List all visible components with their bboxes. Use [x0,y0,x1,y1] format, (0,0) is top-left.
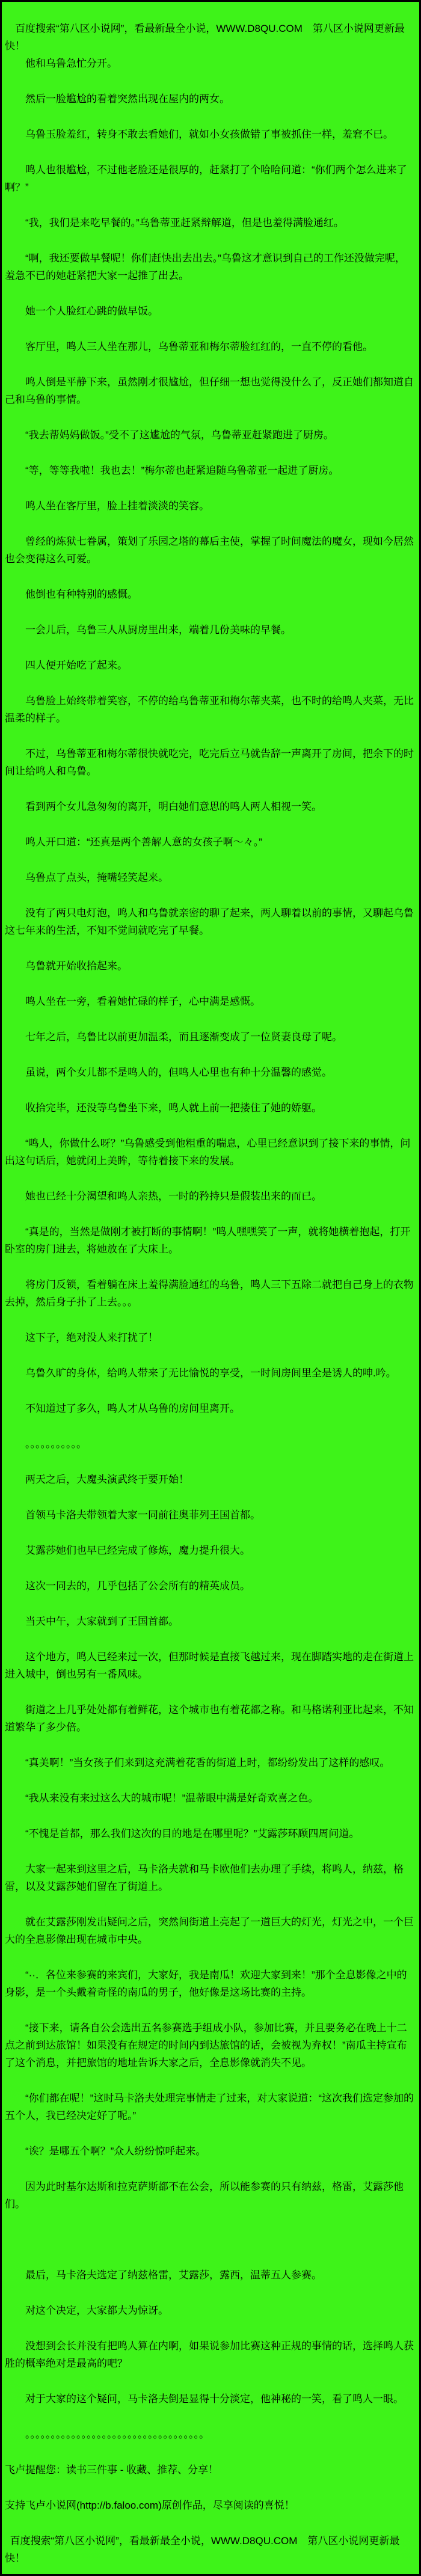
novel-paragraph: 乌鲁点了点头，掩嘴轻笑起来。 [25,872,168,883]
novel-paragraph: 客厅里，鸣人三人坐在那儿，乌鲁蒂亚和梅尔蒂脸红红的，一直不停的看他。 [25,341,373,352]
novel-paragraph: 就在艾露莎刚发出疑问之后，突然间街道上亮起了一道巨大的灯光，灯光之中，一个巨大的全息影像出现在城市中央。 [5,1916,414,1945]
novel-paragraph: 两天之后，大魔头演武终于要开始！ [25,1474,189,1485]
novel-paragraph: 一会儿后，乌鲁三人从厨房里出来，端着几份美味的早餐。 [25,624,291,636]
novel-paragraph: “我，我们是来吃早餐的。”乌鲁蒂亚赶紧辩解道，但是也羞得满脸通红。 [25,217,344,228]
novel-paragraph: 鸣人也很尴尬，不过他老脸还是很厚的，赶紧打了个哈哈问道：“你们两个怎么进来了啊？” [5,164,407,193]
promo-footer: 百度搜索“第八区小说网”，看最新最全小说，WWW.D8QU.COM 第八区小说网更新最快！ [5,2535,400,2564]
novel-paragraph: 这次一同去的，几乎包括了公会所有的精英成员。 [25,1580,250,1592]
novel-paragraph: 最后，马卡洛夫选定了纳兹格雷，艾露莎，露西，温蒂五人参赛。 [25,2269,322,2281]
novel-paragraph: 对这个决定，大家都大为惊讶。 [25,2305,168,2316]
novel-paragraph: 鸣人坐在客厅里，脸上挂着淡淡的笑容。 [25,500,209,512]
novel-paragraph: “··．各位来参赛的来宾们，大家好，我是南瓜！欢迎大家到来！”那个全息影像之中的身影，是一个头戴着奇怪的南瓜的男子，他好像是这场比赛的主持。 [5,1969,407,1998]
novel-paragraph: “我从来没有来过这么大的城市呢！”温蒂眼中满是好奇欢喜之色。 [25,1792,319,1804]
novel-paragraph: 不知道过了多久，鸣人才从乌鲁的房间里离开。 [25,1403,240,1414]
novel-paragraph: 虽说，两个女儿都不是鸣人的，但鸣人心里也有种十分温馨的感觉。 [25,1067,332,1078]
novel-paragraph: 看到两个女儿急匆匆的离开，明白她们意思的鸣人两人相视一笑。 [25,801,322,812]
novel-paragraph: “你们都在呢！”这时马卡洛夫处理完事情走了过来，对大家说道：“这次我们选定参加的五个人，我已经决定好了呢。” [5,2093,414,2121]
novel-paragraph: “鸣人，你做什么呀？”乌鲁感受到他粗重的喘息，心里已经意识到了接下来的事情，问出这句话后，她就闭上美眸，等待着接下来的发展。 [5,1138,411,1167]
section-separator: 。。。。。。。。。。。 [25,1438,87,1450]
novel-paragraph: 鸣人倒是平静下来，虽然刚才很尴尬，但仔细一想也觉得没什么了，反正她们都知道自己和乌鲁的事情。 [5,376,414,405]
novel-paragraph: “等，等等我啦！我也去！”梅尔蒂也赶紧追随乌鲁蒂亚一起进了厨房。 [25,465,339,476]
novel-paragraph: 当天中午，大家就到了王国首都。 [25,1616,179,1627]
novel-paragraph: 他和乌鲁急忙分开。 [25,58,117,69]
novel-paragraph: 这个地方，鸣人已经来过一次，但那时候是直接飞越过来，现在脚踏实地的走在街道上进入城中，倒也另有一番风味。 [5,1651,414,1680]
novel-paragraph: 然后一脸尴尬的看着突然出现在屋内的两女。 [25,93,230,105]
novel-paragraph: 鸣人开口道：“还真是两个善解人意的女孩子啊～々。” [25,836,262,848]
novel-paragraph: 没有了两只电灯泡，鸣人和乌鲁就亲密的聊了起来，两人聊着以前的事情，又聊起乌鲁这七年来的生活，不知不觉间就吃完了早餐。 [5,907,414,936]
novel-paragraph: 大家一起来到这里之后，马卡洛夫就和马卡欧他们去办理了手续，将鸣人，纳兹，格雷，以及艾露莎她们留在了街道上。 [5,1863,404,1892]
novel-paragraph: 曾经的炼狱七眷属，策划了乐园之塔的幕后主使，掌握了时间魔法的魔女，现如今居然也会变得这么可爱。 [5,536,414,565]
novel-paragraph: 鸣人坐在一旁，看着她忙碌的样子，心中满是感慨。 [25,996,260,1007]
section-separator-long: 。。。。。。。。。。。。。。。。。。。。。。。。。。。。。。。。。。。 [25,2429,209,2440]
novel-paragraph: 乌鲁就开始收拾起来。 [25,960,128,972]
novel-paragraph: “我去帮妈妈做饭。”受不了这尴尬的气氛，乌鲁蒂亚赶紧跑进了厨房。 [25,429,334,441]
novel-paragraph: 对于大家的这个疑问，马卡洛夫倒是显得十分淡定，他神秘的一笑，看了鸣人一眼。 [25,2393,404,2405]
novel-content [5,55,414,2408]
novel-paragraph: 七年之后，乌鲁比以前更加温柔，而且逐渐变成了一位贤妻良母了呢。 [25,1031,342,1043]
novel-paragraph: “啊，我还要做早餐呢！你们赶快出去出去。”乌鲁这才意识到自己的工作还没做完呢，羞急不已的她赶紧把大家一起推了出去。 [5,253,405,281]
novel-paragraph: “接下来，请各自公会选出五名参赛选手组成小队，参加比赛，并且要务必在晚上十二点之前到达旅馆！如果没有在规定的时间内到达旅馆的话，会被视为弃权！”南瓜主持宣布了这个消息，并把旅馆的地址告诉大家之后，全息影像就消失不见。 [5,2022,407,2068]
novel-paragraph: 乌鲁脸上始终带着笑容，不停的给乌鲁蒂亚和梅尔蒂夹菜，也不时的给鸣人夹菜，无比温柔的样子。 [5,695,414,724]
novel-paragraph: 首领马卡洛夫带领着大家一同前往奥菲列王国首都。 [25,1509,260,1521]
novel-paragraph: 她也已经十分渴望和鸣人亲热，一时的矜持只是假装出来的而已。 [25,1191,322,1202]
blank-line [5,2231,414,2248]
faloo-reminder-line: 飞卢提醒您：读书三件事 - 收藏、推荐、分享！ [5,2464,219,2476]
novel-paragraph: “真美啊！”当女孩子们来到这充满着花香的街道上时，都纷纷发出了这样的感叹。 [25,1757,390,1768]
novel-paragraph: “真是的，当然是做刚才被打断的事情啊！”鸣人嘿嘿笑了一声，就将她横着抱起，打开卧室的房门进去，将她放在了大床上。 [5,1226,411,1255]
novel-paragraph: 她一个人脸红心跳的做早饭。 [25,305,158,317]
page-footer [5,2426,414,2567]
novel-paragraph: 乌鲁久旷的身体，给鸣人带来了无比愉悦的享受，一时间房间里全是诱人的呻.吟。 [25,1367,396,1379]
faloo-support-line: 支持飞卢小说网(http://b.faloo.com)原创作品，尽享阅读的喜悦！ [5,2500,295,2511]
novel-paragraph: 没想到会长并没有把鸣人算在内啊，如果说参加比赛这种正规的事情的话，选择鸣人获胜的概率绝对是最高的吧？ [5,2340,414,2369]
novel-paragraph: “不愧是首都，那么我们这次的目的地是在哪里呢？”艾露莎环顾四周问道。 [25,1828,360,1839]
novel-paragraph: 因为此时基尔达斯和拉克萨斯都不在公会，所以能参赛的只有纳兹，格雷，艾露莎他们。 [5,2181,404,2210]
novel-paragraph: 将房门反锁，看着躺在床上羞得满脸通红的乌鲁，鸣人三下五除二就把自己身上的衣物去掉，然后身子扑了上去。。。 [5,1279,414,1308]
novel-paragraph: 艾露莎她们也早已经完成了修炼，魔力提升很大。 [25,1545,250,1556]
novel-paragraph: 他倒也有种特别的感慨。 [25,589,138,600]
novel-paragraph: “诶？是哪五个啊？”众人纷纷惊呼起来。 [25,2145,206,2157]
novel-reader-page [5,20,414,2567]
promo-header: 百度搜索“第八区小说网”，看最新最全小说，WWW.D8QU.COM 第八区小说网更新最快！ [5,23,405,52]
novel-paragraph: 街道之上几乎处处都有着鲜花，这个城市也有着花都之称。和马格诺利亚比起来，不知道繁华了多少倍。 [5,1704,414,1733]
novel-paragraph: 不过，乌鲁蒂亚和梅尔蒂很快就吃完，吃完后立马就告辞一声离开了房间，把余下的时间让给鸣人和乌鲁。 [5,748,414,777]
novel-paragraph: 收拾完毕，还没等乌鲁坐下来，鸣人就上前一把搂住了她的娇躯。 [25,1102,322,1114]
novel-paragraph: 这下子，绝对没人来打扰了！ [25,1332,158,1343]
novel-paragraph: 四人便开始吃了起来。 [25,660,128,671]
novel-paragraph: 乌鲁玉脸羞红，转身不敢去看她们，就如小女孩做错了事被抓住一样，羞窘不已。 [25,129,393,140]
